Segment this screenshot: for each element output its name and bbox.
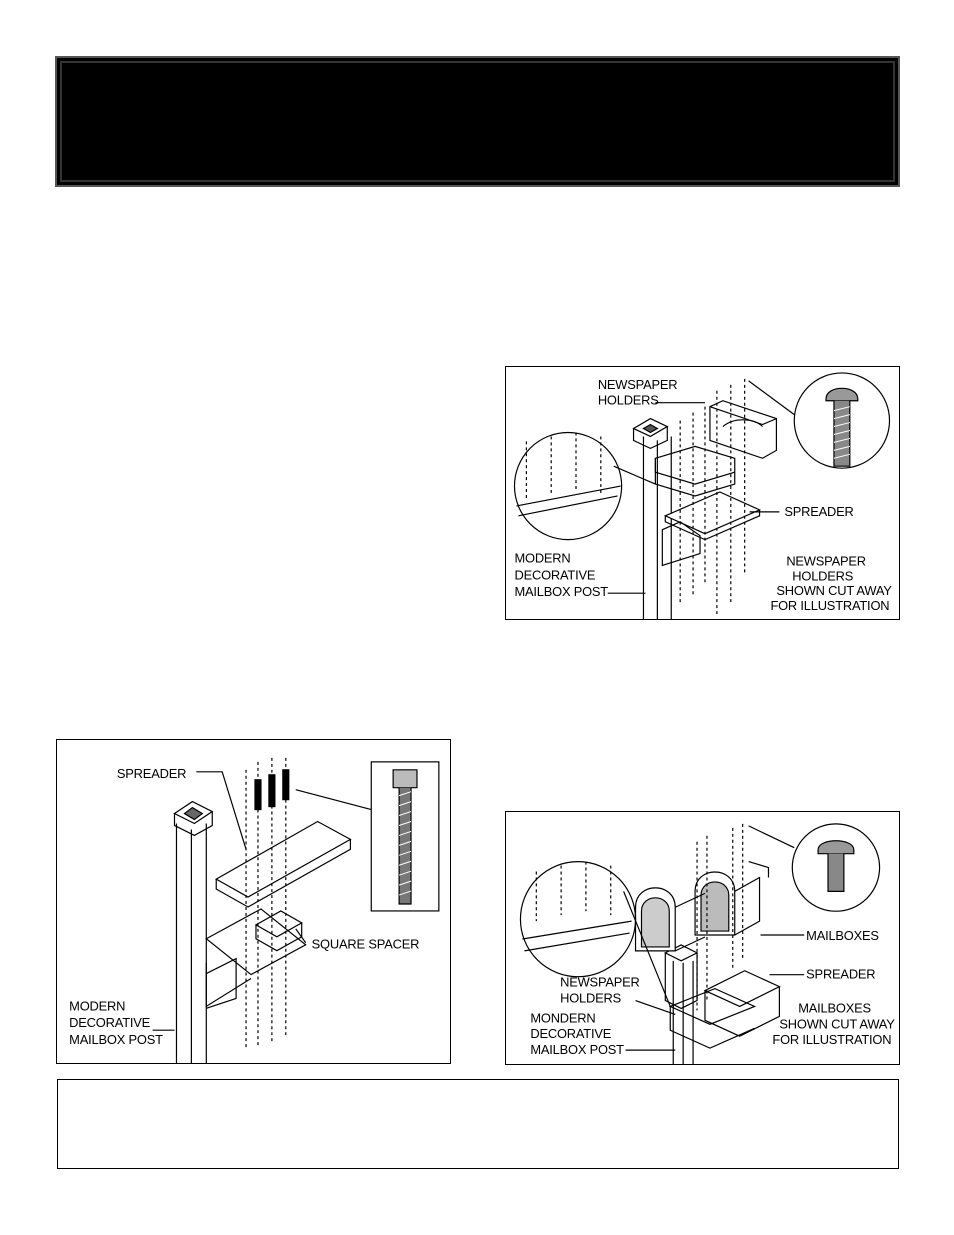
post-label-line1: MODERN — [69, 998, 126, 1014]
post-label-line3: MAILBOX POST — [514, 584, 608, 600]
newspaper-holders-diagram — [506, 367, 899, 619]
cutaway-note-line2: SHOWN CUT AWAY — [779, 1016, 895, 1032]
cutaway-note-line3: SHOWN CUT AWAY — [776, 583, 892, 599]
post-label-line2: DECORATIVE — [69, 1015, 151, 1031]
newspaper-holders-label-line2: HOLDERS — [560, 990, 621, 1006]
mailboxes-diagram — [506, 812, 899, 1064]
spreader-label: SPREADER — [806, 966, 876, 982]
post-label-line2: DECORATIVE — [514, 567, 596, 583]
cutaway-note-line2: HOLDERS — [792, 568, 854, 584]
square-spacer-label: SQUARE SPACER — [311, 936, 420, 952]
cutaway-note-line1: MAILBOXES — [798, 1000, 871, 1016]
newspaper-holders-label-line1: NEWSPAPER — [560, 974, 640, 990]
spreader-spacer-diagram — [57, 740, 450, 1063]
newspaper-holders-label-line2: HOLDERS — [597, 392, 659, 408]
spreader-label: SPREADER — [784, 503, 854, 519]
header-bar — [55, 56, 900, 187]
cutaway-note-line1: NEWSPAPER — [786, 553, 866, 569]
cutaway-note-line4: FOR ILLUSTRATION — [770, 598, 890, 614]
mailboxes-label: MAILBOXES — [806, 927, 879, 943]
spreader-label: SPREADER — [116, 765, 187, 781]
newspaper-holders-label-line1: NEWSPAPER — [597, 376, 678, 392]
newspaper-holders-figure — [505, 366, 900, 620]
cutaway-note-line3: FOR ILLUSTRATION — [772, 1032, 892, 1048]
post-label-line1: MODERN — [514, 550, 571, 566]
post-label-line1: MONDERN — [530, 1010, 596, 1026]
post-label-line3: MAILBOX POST — [69, 1032, 163, 1048]
note-box — [57, 1079, 899, 1169]
post-label-line3: MAILBOX POST — [530, 1042, 624, 1058]
post-label-line2: DECORATIVE — [530, 1026, 612, 1042]
mailboxes-figure — [505, 811, 900, 1065]
spreader-spacer-figure — [56, 739, 451, 1064]
